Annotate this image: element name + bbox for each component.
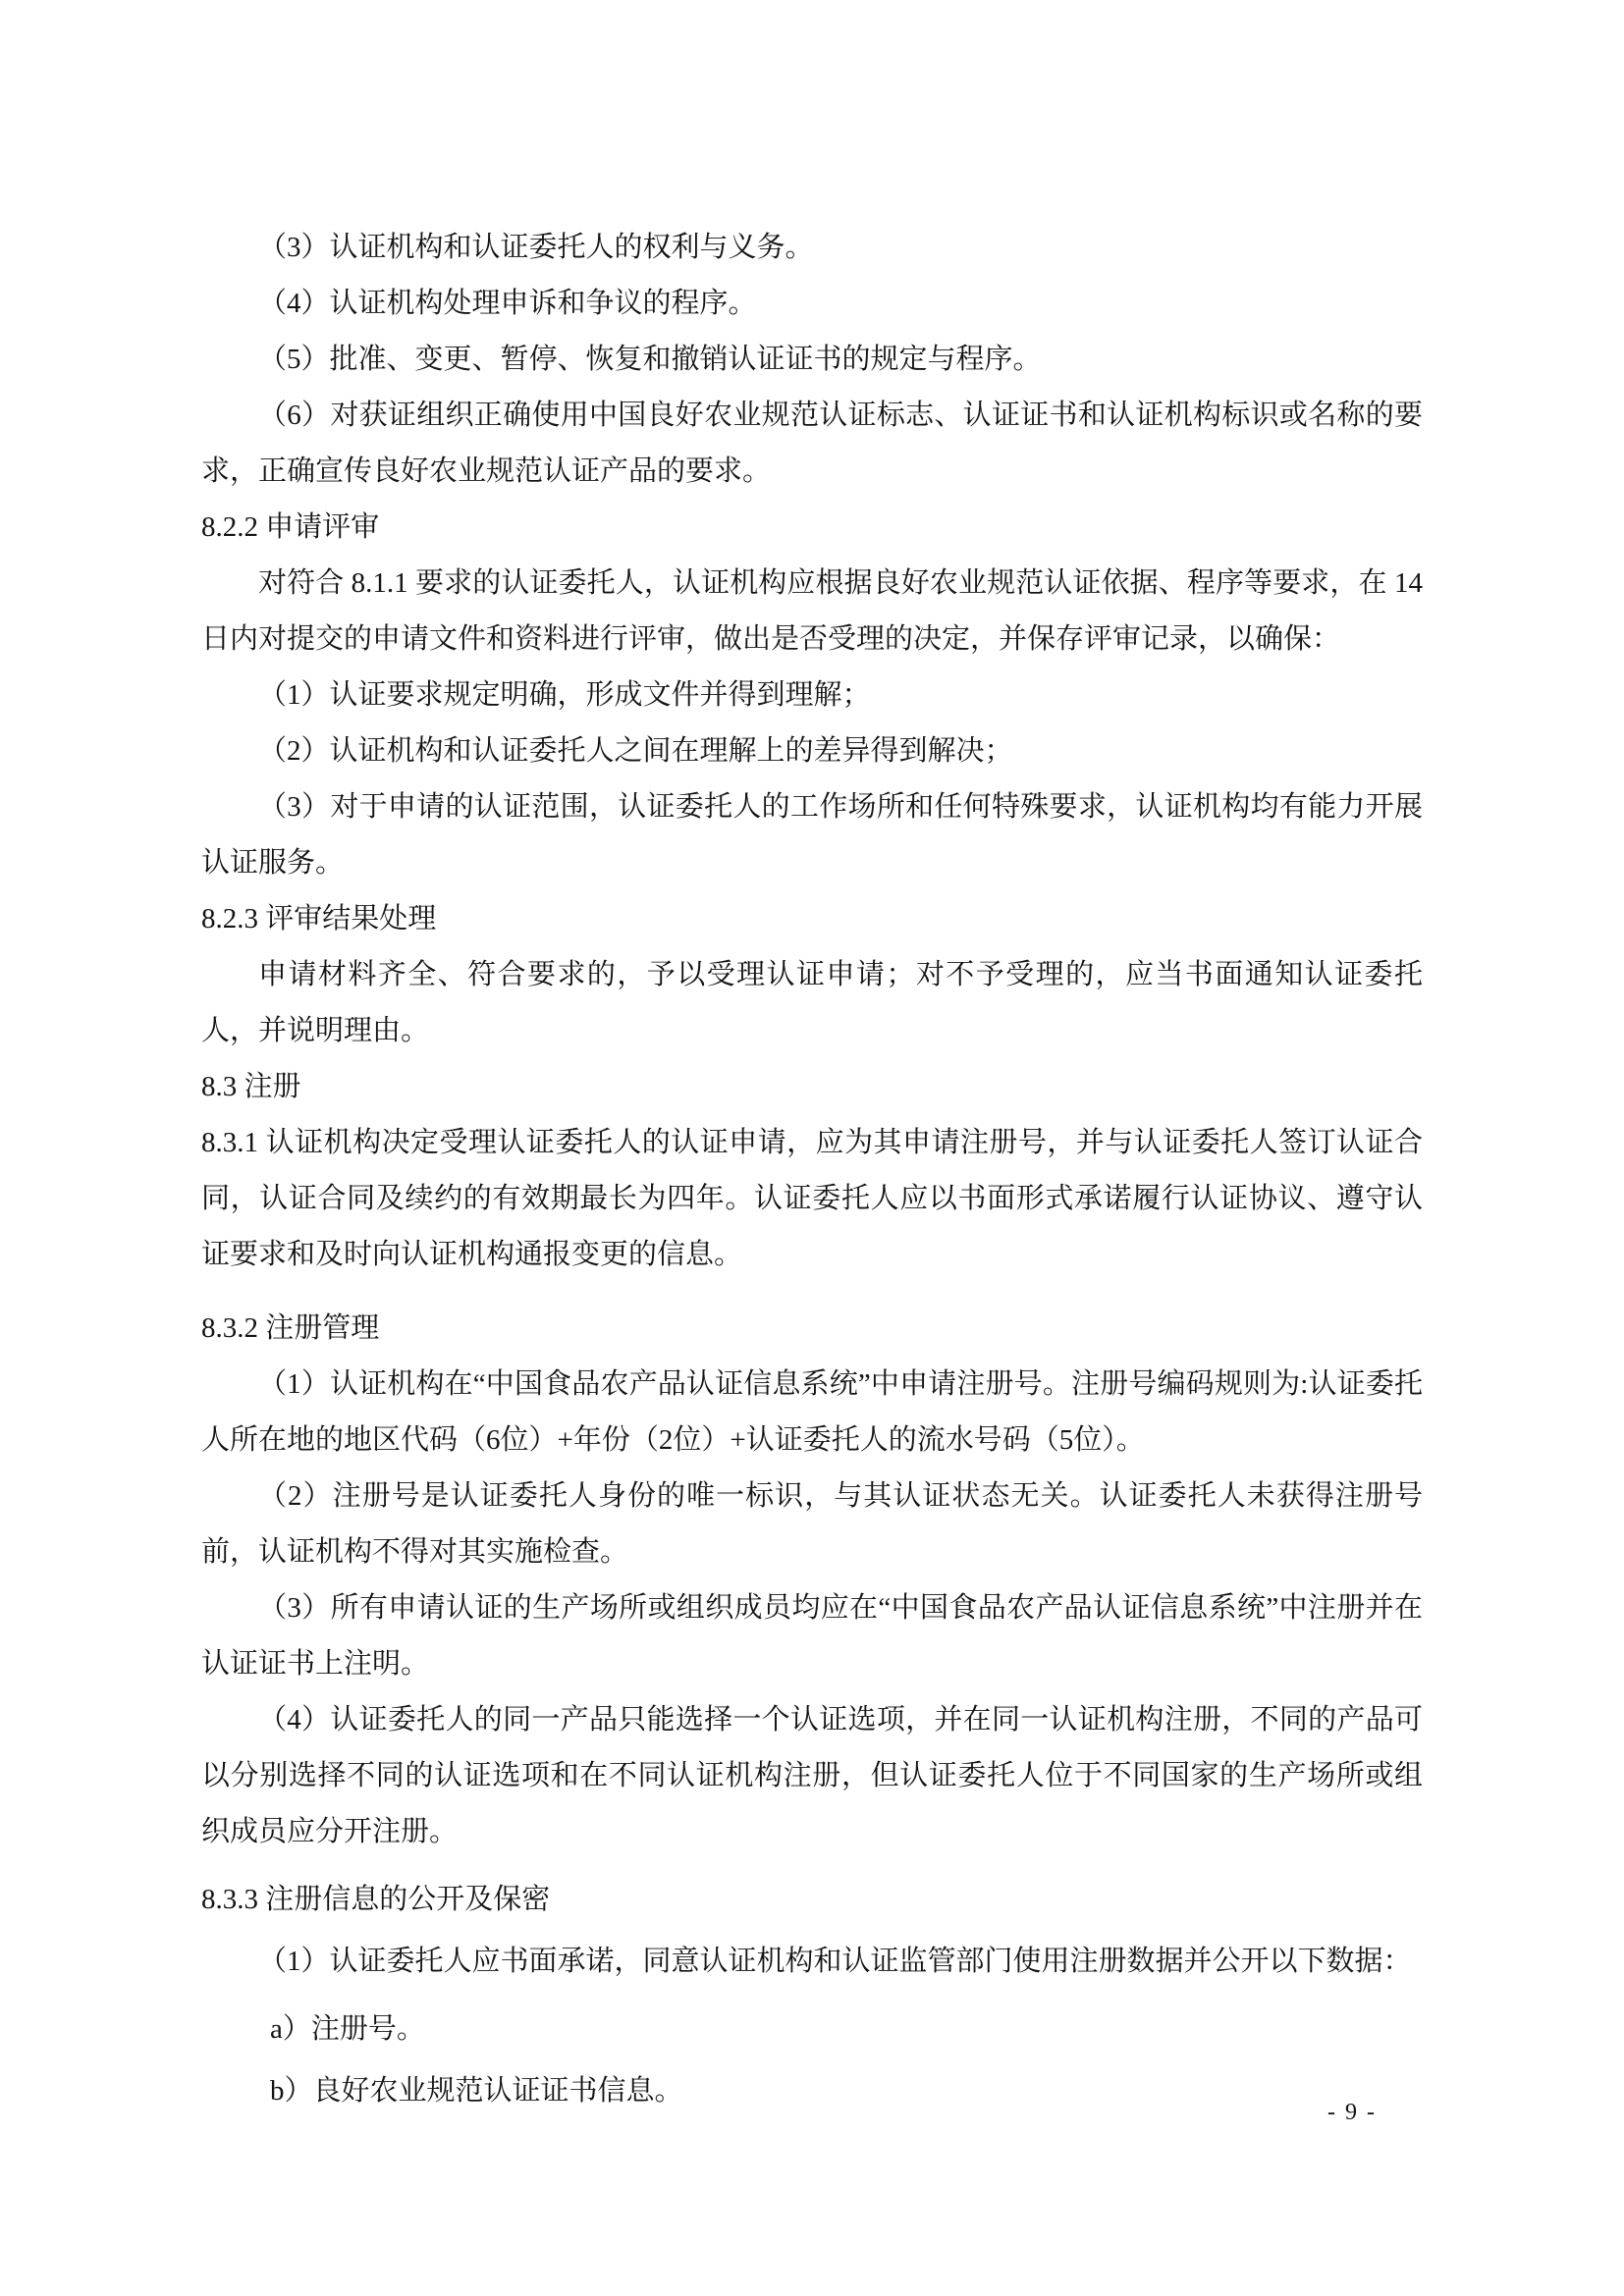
heading-8-3-2: 8.3.2 注册管理 [201, 1312, 380, 1344]
sec-8-3-2-item-4: （4）认证委托人的同一产品只能选择一个认证选项，并在同一认证机构注册，不同的产品可以分别选择不同的认证选项和在不同认证机构注册，但认证委托人位于不同国家的生产场所或组织成员应分开注册。 [201, 1704, 1423, 1847]
para-8-2-3: 申请材料齐全、符合要求的，予以受理认证申请；对不予受理的，应当书面通知认证委托人，并说明理由。 [201, 959, 1423, 1046]
sec-8-2-1-item-4: （4）认证机构处理申诉和争议的程序。 [258, 288, 757, 319]
heading-8-2-2: 8.2.2 申请评审 [201, 511, 380, 543]
sec-8-3-2-item-3: （3）所有申请认证的生产场所或组织成员均应在“中国食品农产品认证信息系统”中注册并在认证证书上注明。 [201, 1592, 1423, 1680]
document-body [201, 220, 1423, 2119]
sec-8-2-1-item-6: （6）对获证组织正确使用中国良好农业规范认证标志、认证证书和认证机构标识或名称的要求，正确宣传良好农业规范认证产品的要求。 [201, 400, 1423, 487]
sec-8-2-2-item-3: （3）对于申请的认证范围，认证委托人的工作场所和任何特殊要求，认证机构均有能力开展认证服务。 [201, 791, 1423, 879]
sec-8-3-2-item-2: （2）注册号是认证委托人身份的唯一标识，与其认证状态无关。认证委托人未获得注册号前，认证机构不得对其实施检查。 [201, 1480, 1423, 1568]
para-8-2-2-intro: 对符合 8.1.1 要求的认证委托人，认证机构应根据良好农业规范认证依据、程序等要求，在 14 日内对提交的申请文件和资料进行评审，做出是否受理的决定，并保存评审记录，以确保： [201, 567, 1423, 655]
heading-8-3: 8.3 注册 [201, 1071, 301, 1102]
heading-8-2-3: 8.2.3 评审结果处理 [201, 903, 437, 934]
sec-8-2-1-item-5: （5）批准、变更、暂停、恢复和撤销认证证书的规定与程序。 [258, 344, 1042, 375]
sec-8-3-3-item-a: a）注册号。 [270, 2013, 425, 2045]
sec-8-3-2-item-1: （1）认证机构在“中国食品农产品认证信息系统”中申请注册号。注册号编码规则为:认证委托人所在地的地区代码（6位）+年份（2位）+认证委托人的流水号码（5位）。 [201, 1368, 1423, 1456]
sec-8-2-2-item-1: （1）认证要求规定明确，形成文件并得到理解； [258, 679, 871, 711]
sec-8-3-3-item-1: （1）认证委托人应书面承诺，同意认证机构和认证监管部门使用注册数据并公开以下数据： [258, 1946, 1412, 1977]
sec-8-2-2-item-2: （2）认证机构和认证委托人之间在理解上的差异得到解决； [258, 735, 1013, 767]
para-8-3-1: 8.3.1 认证机构决定受理认证委托人的认证申请，应为其申请注册号，并与认证委托人签订认证合同，认证合同及续约的有效期最长为四年。认证委托人应以书面形式承诺履行认证协议、遵守认证要求和及时向认证机构通报变更的信息。 [201, 1127, 1423, 1270]
page-number: - 9 - [1327, 2100, 1377, 2125]
sec-8-2-1-item-3: （3）认证机构和认证委托人的权利与义务。 [258, 232, 814, 263]
heading-8-3-3: 8.3.3 注册信息的公开及保密 [201, 1884, 551, 1915]
sec-8-3-3-item-b: b）良好农业规范认证证书信息。 [270, 2075, 683, 2107]
